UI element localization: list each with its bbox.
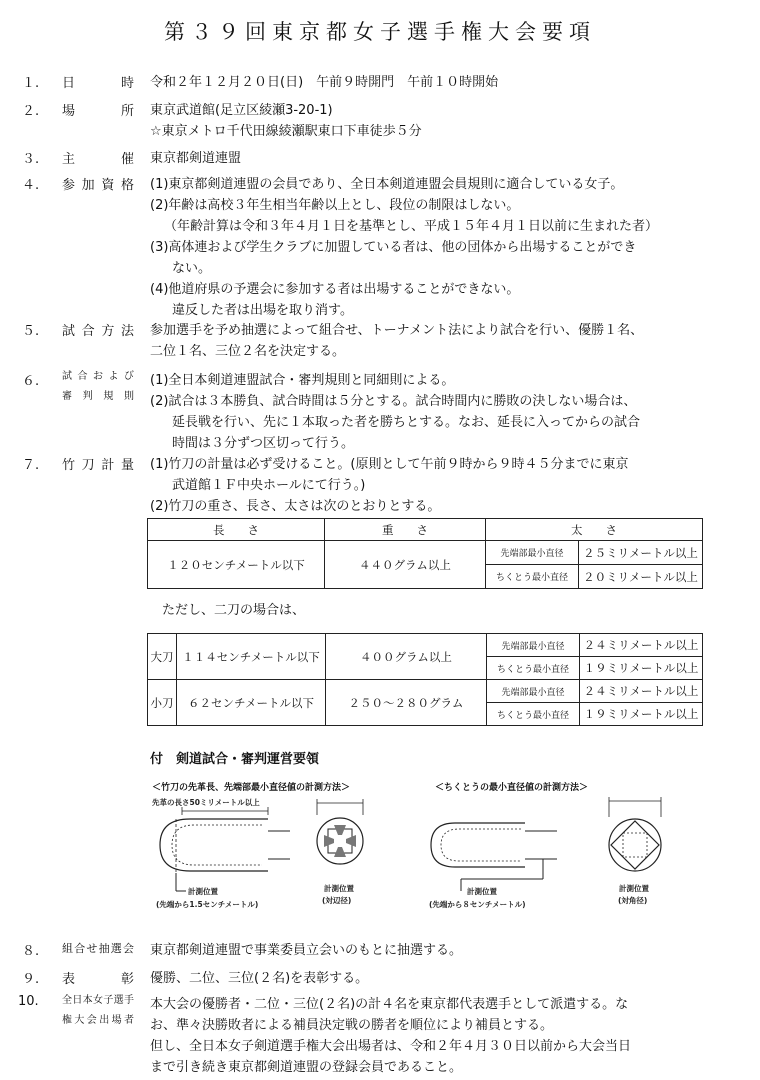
section-text: (1)東京都剣道連盟の会員であり、全日本剣道連盟会員規則に適合している女子。 (2)年齢は高校３年生相当年齢以上とし、段位の制限はしない。 （年齢計算は令和３年４月１日を基準とし、平成１５年４月１日以前に生まれた者） (3)高体連および学生クラブに加盟している者は、他の団体から出場することができ ない。 (4)他道府県の予選会に参加する者は出場することができない。 違反した者は出場を取り消す。 <box>150 177 659 318</box>
section-text: 東京都剣道連盟で事業委員立会いのもとに抽選する。 <box>150 943 463 958</box>
section-label: 全日本女子選手 <box>62 995 134 1006</box>
section-number: ６. <box>22 374 40 389</box>
section-text: 東京武道館(足立区綾瀬3-20-1) ☆東京メトロ千代田線綾瀬駅東口下車徒歩５分 <box>150 103 422 139</box>
measure-position-note: (先端から1.5センチメートル) <box>156 900 259 909</box>
cell-chikuto-label: ちくとう最小直径 <box>487 657 580 680</box>
cell-weight: ４００グラム以上 <box>326 634 487 680</box>
chikuto-diagram <box>425 795 725 915</box>
cell-length: １２０センチメートル以下 <box>148 541 325 589</box>
cell-weight: ２５０～２８０グラム <box>326 680 487 726</box>
section-text: (1)全日本剣道連盟試合・審判規則と同細則による。 (2)試合は３本勝負、試合時間は５分とする。試合時間内に勝敗の決しない場合は、 延長戦を行い、先に１本取った者を勝ちとする。なお、延長に入ってからの試合 時間は３分ずつ区切って行う。 <box>150 373 641 451</box>
annex-title: 付 剣道試合・審判運営要領 <box>150 752 320 767</box>
caption-right: ＜ちくとうの最小直径値の計測方法＞ <box>435 783 589 793</box>
section-number: 10. <box>18 994 39 1009</box>
measure-position-note: (先端から８センチメートル) <box>429 900 526 909</box>
section-number: １. <box>22 76 40 91</box>
section-label: 参加資格 <box>62 178 134 193</box>
cell-weight: ４４０グラム以上 <box>325 541 486 589</box>
header-length: 長 さ <box>148 519 325 541</box>
section-text: 東京都剣道連盟 <box>150 151 242 166</box>
section-number: ９. <box>22 972 40 987</box>
section-label: 表彰 <box>62 972 134 987</box>
section-label: 試合方法 <box>62 324 134 339</box>
cell-chikuto-label: ちくとう最小直径 <box>487 703 580 726</box>
sakigawa-diagram <box>150 795 430 915</box>
cell-name: 小刀 <box>148 680 177 726</box>
caption-left: ＜竹刀の先革長、先端部最小直径値の計測方法＞ <box>152 783 351 793</box>
header-weight: 重 さ <box>325 519 486 541</box>
section-number: ２. <box>22 104 40 119</box>
section-label: 組合せ抽選会 <box>62 942 134 955</box>
sakigawa-length-label: 先革の長さ50ミリメートル以上 <box>152 798 260 807</box>
nito-note: ただし、二刀の場合は、 <box>162 603 306 618</box>
section-text: 令和２年１２月２０日(日) 午前９時開門 午前１０時開始 <box>150 75 499 90</box>
cell-length: １１４センチメートル以下 <box>177 634 326 680</box>
cell-chikuto-value: ２０ミリメートル以上 <box>579 565 703 589</box>
section-measure-note: (対角径) <box>618 896 648 905</box>
section-number: ８. <box>22 944 40 959</box>
cell-chikuto-value: １９ミリメートル以上 <box>580 703 703 726</box>
section-measure-label: 計測位置 <box>619 884 649 893</box>
cell-tip-label: 先端部最小直径 <box>487 680 580 703</box>
cell-tip-label: 先端部最小直径 <box>487 634 580 657</box>
section-label: 試合および <box>62 371 134 382</box>
cell-tip-value: ２４ミリメートル以上 <box>580 680 703 703</box>
nito-spec-table <box>147 633 703 726</box>
section-label: 審判規則 <box>62 391 134 402</box>
cell-tip-value: ２４ミリメートル以上 <box>580 634 703 657</box>
section-measure-note: (対辺径) <box>322 896 352 905</box>
header-diameter: 太 さ <box>486 519 703 541</box>
section-label: 竹刀計量 <box>62 458 134 473</box>
cell-chikuto-label: ちくとう最小直径 <box>486 565 579 589</box>
cell-tip-label: 先端部最小直径 <box>486 541 579 565</box>
page-title: 第３９回東京都女子選手権大会要項 <box>164 20 596 44</box>
cell-name: 大刀 <box>148 634 177 680</box>
cell-tip-value: ２５ミリメートル以上 <box>579 541 703 565</box>
section-number: ４. <box>22 178 40 193</box>
section-text: 参加選手を予め抽選によって組合せ、トーナメント法により試合を行い、優勝１名、 二位１名、三位２名を決定する。 <box>150 323 644 359</box>
shinai-spec-table <box>147 518 703 589</box>
section-label: 権大会出場者 <box>62 1015 134 1026</box>
section-number: ３. <box>22 152 40 167</box>
section-text: (1)竹刀の計量は必ず受けること。(原則として午前９時から９時４５分までに東京 武道館１Ｆ中央ホールにて行う。) (2)竹刀の重さ、長さ、太さは次のとおりとする。 <box>150 457 629 514</box>
section-measure-label: 計測位置 <box>324 884 354 893</box>
section-text: 優勝、二位、三位(２名)を表彰する。 <box>150 971 369 986</box>
section-label: 主催 <box>62 152 134 167</box>
cell-length: ６２センチメートル以下 <box>177 680 326 726</box>
section-text: 本大会の優勝者・二位・三位(２名)の計４名を東京都代表選手として派遣する。な お、準々決勝敗者による補員決定戦の勝者を順位により補員とする。 但し、全日本女子剣道選手権大会出場者は、令和２年４月３０日以前から大会当日 まで引き続き東京都剣道連盟の登録会員であること。 <box>150 997 632 1075</box>
measure-position-label: 計測位置 <box>188 887 218 896</box>
cell-chikuto-value: １９ミリメートル以上 <box>580 657 703 680</box>
section-label: 日時 <box>62 76 134 91</box>
measure-position-label: 計測位置 <box>467 887 497 896</box>
section-number: ５. <box>22 324 40 339</box>
section-number: ７. <box>22 458 40 473</box>
section-label: 場所 <box>62 104 134 119</box>
